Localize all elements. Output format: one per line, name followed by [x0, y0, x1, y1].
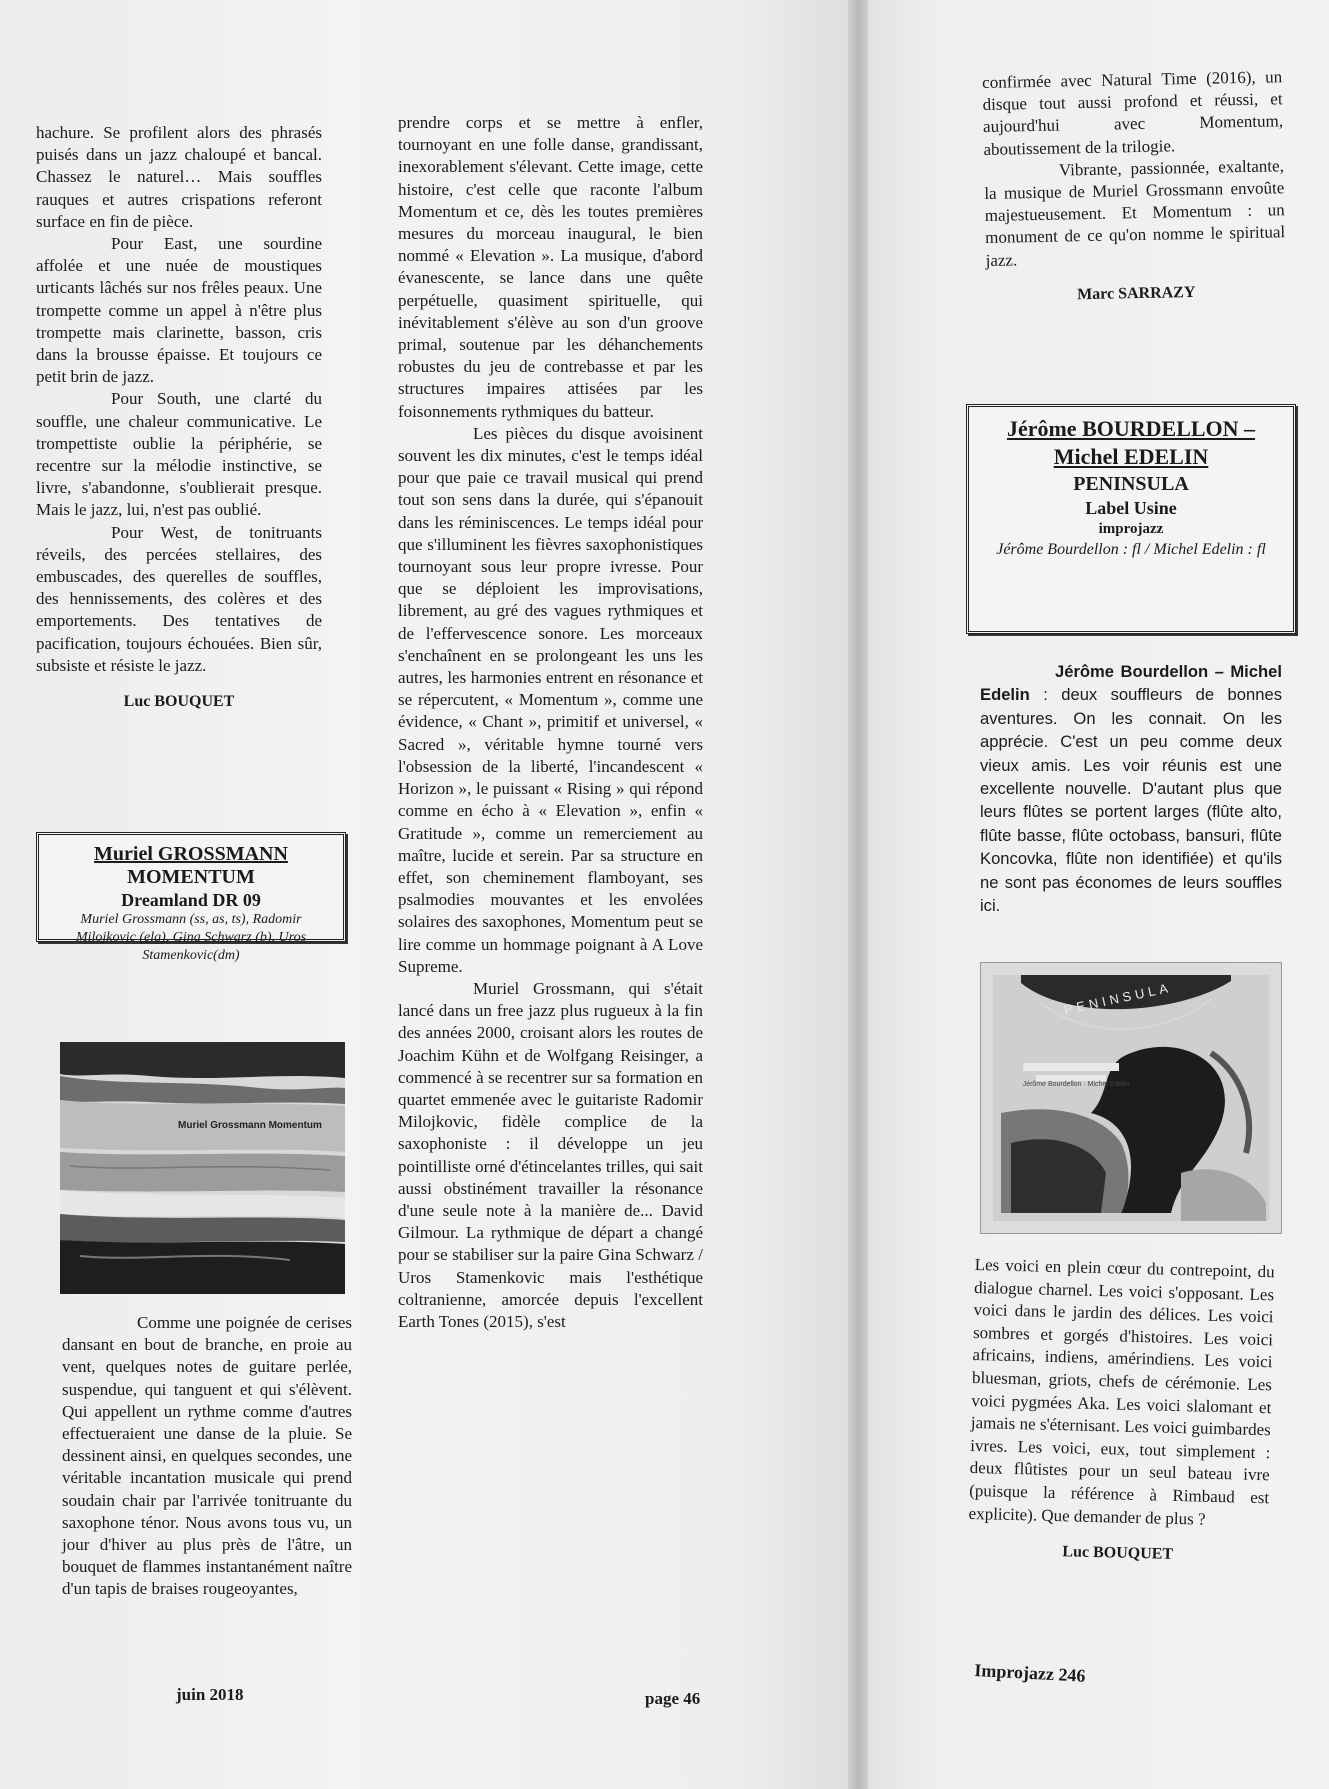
album-distributor: improjazz — [1098, 521, 1164, 537]
author-signature: Luc BOUQUET — [123, 693, 235, 711]
paragraph: hachure. Se profilent alors des phrasés puisés dans un jazz chaloupé et bancal. Chassez le naturel… Mais souffles rauques et autres crispations referont surface en fin de pièce. — [36, 123, 322, 231]
author-signature: Marc SARRAZY — [1076, 283, 1196, 304]
paragraph: prendre corps et se mettre à enfler, tournoyant en une folle danse, grandissant, inexorablement s'élevant. Cette image, cette histoire, c'est celle que raconte l'album Momentum et ce, dès les toutes premières mesures du morceau inaugural, le bien nommé « Elevation ». La musique, d'abord évanescente, se lance dans une quête perpétuelle, quasiment spirituelle, qui inévitablement s'élève au son d'un groove primal, soutenue par les déhanchements robustes du jeu de contrebasse et par les structures impaires attisées par les foisonnements rythmiques du batteur. — [398, 113, 703, 421]
album-artist-line-1: Jérôme BOURDELLON – — [1006, 416, 1256, 441]
paragraph: Pour South, une clarté du souffle, une chaleur communicative. Le trompettiste oublie la périphérie, se recentre sur la mélodie instinctive, se livre, s'abandonne, s'oublierait presque. Mais le jazz, lui, n'est pas oublié. — [36, 389, 322, 520]
cover-caption: Muriel Grossmann Momentum — [178, 1120, 322, 1131]
paragraph: Les voici en plein cœur du contrepoint, du dialogue charnel. Les voici s'opposant. Les voici dans le jardin des délices. Les voici sombres et gorgés d'histoires. Les voici africains, indiens, amérindiens. Les voici bluesman, griots, chefs de cérémonie. Les voici pygmées Aka. Les voici slalomant et jamais ne s'éternisant. Les voici guimbardes ivres. Les voici, eux, tout simplement : deux flûtistes pour un seul bateau ivre (puisque la référence à Rimbaud est explicite). Que demander de plus ? — [968, 1254, 1275, 1529]
album-artist-line-2: Michel EDELIN — [1053, 444, 1209, 469]
author-signature: Luc BOUQUET — [1062, 1543, 1174, 1564]
footer-page-number: page 46 — [645, 1689, 701, 1708]
footer-magazine-issue: Improjazz 246 — [973, 1660, 1087, 1686]
album-label: Dreamland DR 09 — [121, 890, 261, 910]
cover-artwork — [60, 1042, 345, 1294]
album-cover-momentum — [60, 1042, 345, 1294]
album-info-box-peninsula — [966, 404, 1296, 634]
paragraph: confirmée avec Natural Time (2016), un disque tout aussi profond et réussi, et aujourd'hui avec Momentum, aboutissement de la trilogie. — [982, 67, 1284, 159]
paragraph: Pour West, de tonitruants réveils, des percées stellaires, des embuscades, des querelles de souffles, des hennissements, des colères et des emportements. Des tentatives de pacification, toujours échouées. Bien sûr, subsiste et résiste le jazz. — [36, 522, 322, 675]
footer-date: juin 2018 — [176, 1685, 244, 1704]
cover-names: Jérôme Bourdellon · Michel Edelin — [1022, 1081, 1130, 1088]
album-cover-peninsula — [980, 962, 1282, 1234]
lead-names: Jérôme Bourdellon – Michel Edelin — [980, 662, 1282, 705]
cover-title: PENINSULA — [1062, 979, 1174, 1018]
album-musicians: Jérôme Bourdellon : fl / Michel Edelin : fl — [996, 541, 1266, 558]
paragraph: Muriel Grossmann, qui s'était lancé dans un free jazz plus rugueux à la fin des années 2000, croisant alors les routes de Joachim Kühn et de Wolfgang Reisinger, a commencé à se recentrer sur sa formation en quartet emmenée avec le guitariste Radomir Milojkovic, fidèle complice de la saxophoniste : il développe un jeu pointilliste orné d'étincelantes trilles, qui sait aussi obstinément travailler la résonance d'une seule note à la manière de... David Gilmour. La rythmique de départ a changé pour se stabiliser sur la paire Gina Schwarz / Uros Stamenkovic mais l'esthétique coltranienne, amorcée depuis l'excellent Earth Tones (2015), s'est — [398, 978, 703, 1331]
paragraph: Les pièces du disque avoisinent souvent les dix minutes, c'est le temps idéal pour que paie ce travail musical qui prend tout son sens dans la durée, qui s'épanouit dans les réminiscences. Le temps idéal pour que s'illuminent les fièvres saxophonistiques tournoyant sous leur propre ivresse. Pour que se déploient les improvisations, librement, au gré des vagues rythmiques et de l'effervescence sonore. Les morceaux s'enchaînent en se prolongeant les uns les autres, les harmonies entrent en résonance et se répercutent, « Momentum », comme une évidence, « Chant », primitif et universel, « Sacred », véritable hymne tourné vers l'obsession de la liberté, l'incandescent « Horizon », le puissant « Rising » qui répond comme en écho à « Elevation », enfin « Gratitude », comme un remerciement au maître, lucide et serein. Par sa structure en effet, son cheminement flamboyant, ses psalmodies mouvantes et les envolées solaires des saxophones, Momentum peut se lire comme un hommage poignant à A Love Supreme. — [398, 423, 703, 976]
left-column-1 — [36, 122, 322, 713]
album-title: MOMENTUM — [127, 866, 255, 888]
right-column-top — [982, 66, 1286, 308]
paragraph: Vibrante, passionnée, exaltante, la musique de Muriel Grossmann envoûte majestueusement. Et Momentum : un monument de ce qu'on nomme le spiritual jazz. — [984, 156, 1286, 270]
paragraph: Pour East, une sourdine affolée et une nuée de moustiques urticants lâchés sur nos frêles peaux. Une trompette comme un appel à n'être plus trompette mais clarinette, basson, cris dans la brousse épaisse. Et toujours ce petit brin de jazz. — [36, 234, 322, 387]
left-column-2 — [398, 112, 703, 1333]
paragraph — [980, 660, 1282, 917]
album-artist: Muriel GROSSMANN — [94, 843, 288, 865]
right-column-middle — [980, 660, 1282, 917]
album-info-box-momentum — [36, 832, 346, 963]
album-musicians: Muriel Grossmann (ss, as, ts), Radomir Milojkovic (elg), Gina Schwarz (b), Uros Stamenkovic(dm) — [75, 912, 307, 963]
left-column-1-continued — [62, 1312, 352, 1601]
paragraph: Comme une poignée de cerises dansant en bout de branche, en proie au vent, quelques notes de guitare perlée, suspendue, qui tanguent et qui s'élèvent. Qui appellent un rythme comme d'autres effectueraient une danse de la pluie. Se dessinent ainsi, en quelques secondes, une véritable incantation musicale qui prend soudain chair par l'arrivée tonitruante du saxophone ténor. Nous avons tous vu, un jour d'hiver au plus près de l'âtre, un bouquet de flammes instantanément naître d'un tapis de braises rougeoyantes, — [62, 1313, 352, 1599]
album-title: PENINSULA — [1073, 473, 1189, 495]
album-label: Label Usine — [1085, 498, 1177, 518]
cover-artwork — [981, 963, 1281, 1233]
paragraph-body: : deux souffleurs de bonnes aventures. On les connait. On les apprécie. C'est un peu comme deux vieux amis. Les voir réunis est une excellente nouvelle. D'autant plus que leurs flûtes se portent larges (flûte alto, flûte basse, flûte octobass, bansuri, flûte Koncovka, flûte non identifiée) et qu'ils ne sont pas économes de leurs souffles ici. — [980, 685, 1282, 916]
right-column-bottom — [967, 1254, 1274, 1569]
